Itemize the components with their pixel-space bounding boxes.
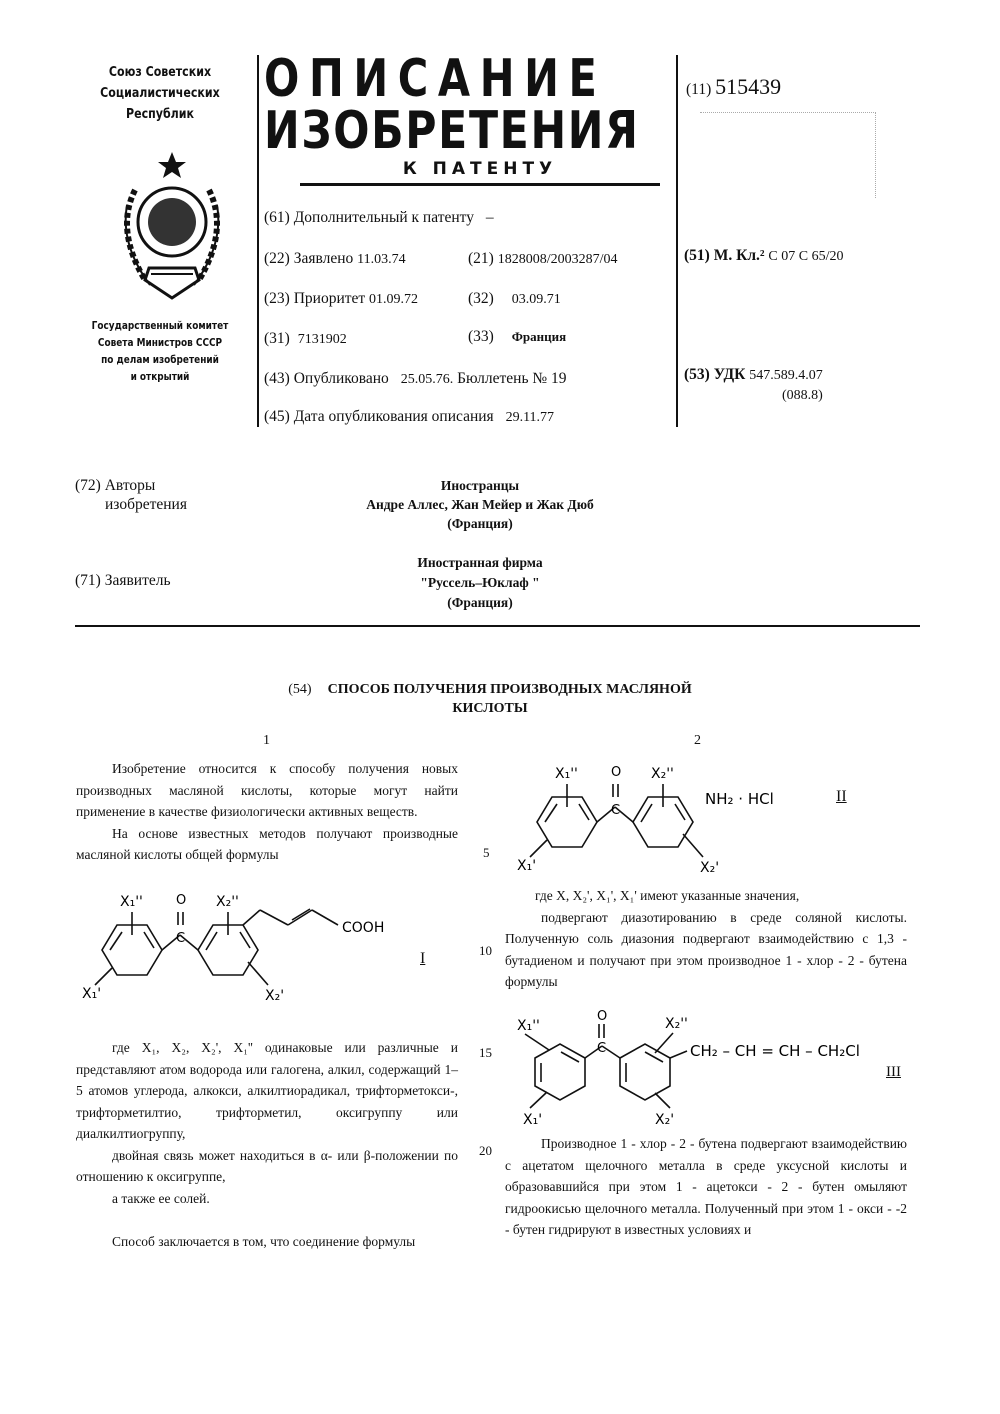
field-label: Дата опубликования описания <box>293 408 494 425</box>
substituent-label: X₂' <box>655 1112 675 1128</box>
field-value: 515439 <box>715 74 782 99</box>
paragraph: Изобретение относится к способу получения новых производных масляной кислоты, которые могут найти применение в качестве физиологически активных веществ. <box>76 761 458 819</box>
field-value: 29.11.77 <box>505 410 555 425</box>
authors-country: (Франция) <box>447 516 513 531</box>
substituent-label: X₁' <box>517 858 537 874</box>
substituent-label: X₂' <box>700 860 720 876</box>
field-31 <box>264 330 347 348</box>
doc-title-line1: ОПИСАНИЕ <box>264 49 607 109</box>
country-line: Союз Советских <box>108 65 212 80</box>
field-33 <box>468 328 566 346</box>
formula-III <box>505 1008 905 1130</box>
title-line1: СПОСОБ ПОЛУЧЕНИЯ ПРОИЗВОДНЫХ МАСЛЯНОЙ <box>327 682 692 697</box>
country-name <box>84 62 237 125</box>
field-label: Дополнительный к патенту <box>293 209 474 226</box>
field-code: (23) <box>264 290 290 307</box>
committee-line: и открытий <box>130 371 190 383</box>
field-45 <box>264 408 554 426</box>
substituent-label: X₁'' <box>555 766 578 782</box>
formula-number: II <box>836 788 847 805</box>
title-line2: КИСЛОТЫ <box>452 701 528 716</box>
substituent-label: X₁'' <box>517 1018 540 1034</box>
paragraph: а также ее солей. <box>112 1190 210 1206</box>
field-53 <box>684 366 823 384</box>
authors-names: Андре Аллес, Жан Мейер и Жак Дюб <box>366 497 594 512</box>
field-21 <box>468 250 617 268</box>
field-code: (21) <box>468 250 494 267</box>
faint-dotted-box <box>700 112 876 198</box>
right-column-body <box>505 885 907 993</box>
committee-line: по делам изобретений <box>101 354 219 366</box>
doc-title-line2: ИЗОБРЕТЕНИЯ <box>264 101 640 161</box>
title-code: (54) <box>288 682 312 697</box>
line-number: 15 <box>479 1045 492 1060</box>
patent-number <box>686 74 781 100</box>
field-value: 25.05.76. <box>400 372 454 387</box>
group-label: NH₂ · HCl <box>705 790 774 808</box>
formula-number: I <box>420 950 426 967</box>
line-number: 10 <box>479 943 492 958</box>
authors-block <box>330 476 630 533</box>
authors-label <box>75 476 187 514</box>
committee-line: Совета Министров СССР <box>97 337 223 349</box>
oxygen-label: O <box>176 893 187 908</box>
field-51 <box>684 247 844 265</box>
field-code: (31) <box>264 330 290 347</box>
applicant-country: (Франция) <box>447 595 513 610</box>
committee-name <box>84 318 237 386</box>
field-code: (51) <box>684 247 710 264</box>
substituent-label: X₁' <box>82 986 102 1002</box>
field-23 <box>264 290 418 308</box>
line-number: 5 <box>483 845 490 860</box>
field-label: М. Кл.² <box>713 247 765 264</box>
field-label: Приоритет <box>293 290 366 307</box>
divider <box>676 55 678 427</box>
substituent-label: X₂'' <box>665 1016 688 1032</box>
oxygen-label: O <box>597 1009 608 1024</box>
formula-number: III <box>886 1064 901 1080</box>
field-value: 11.03.74 <box>357 252 406 267</box>
field-value: – <box>485 209 494 226</box>
field-61 <box>264 209 494 227</box>
field-code: (11) <box>686 81 712 98</box>
column-number: 1 <box>263 733 270 748</box>
field-value: 1828008/2003287/04 <box>497 252 618 267</box>
field-label: Опубликовано <box>293 370 389 387</box>
left-column-intro <box>76 758 458 866</box>
formula-I <box>80 890 410 1010</box>
authors-heading: Иностранцы <box>440 478 520 493</box>
paragraph: Способ заключается в том, что соединение формулы <box>112 1234 416 1249</box>
applicant-heading: Иностранная фирма <box>417 555 543 570</box>
field-22 <box>264 250 406 268</box>
substituent-label: X₂'' <box>651 766 674 782</box>
bulletin-number: Бюллетень № 19 <box>457 370 567 387</box>
committee-line: Государственный комитет <box>91 320 229 332</box>
line-number: 20 <box>479 1143 492 1158</box>
field-value: 7131902 <box>297 332 347 347</box>
applicant-block <box>330 553 630 613</box>
right-column-continued <box>505 1133 907 1241</box>
country-line: Республик <box>125 107 195 122</box>
field-value: Франция <box>511 329 567 344</box>
divider <box>75 625 920 627</box>
field-label: УДК <box>713 366 746 383</box>
country-line: Социалистических <box>100 86 220 101</box>
substituent-label: X₂' <box>265 988 285 1004</box>
ussr-emblem-icon <box>105 150 240 305</box>
authors-label2: изобретения <box>105 496 187 513</box>
divider <box>257 55 259 427</box>
paragraph: подвергают диазотированию в среде соляной кислоты. Полученную соль диазония подвергают взаимодействию с 1,3 - бутадиеном и получают при этом производное 1 - хлор - 2 - бутена формулы <box>505 909 907 989</box>
oxygen-label: O <box>611 765 622 780</box>
field-value: 01.09.72 <box>369 292 419 307</box>
carbon-label: C <box>611 803 621 818</box>
field-code: (22) <box>264 250 290 267</box>
carbon-label: C <box>597 1041 607 1056</box>
column-number: 2 <box>694 733 701 748</box>
substituent-label: X₁'' <box>120 894 143 910</box>
applicant-label: (71) Заявитель <box>75 572 171 589</box>
carbon-label: C <box>176 931 186 946</box>
substituent-label: X₁' <box>523 1112 543 1128</box>
field-code: (61) <box>264 209 290 226</box>
substituent-label: X₂'' <box>216 894 239 910</box>
formula-II <box>515 762 855 882</box>
field-32 <box>468 290 561 308</box>
left-column-body <box>76 1037 458 1253</box>
invention-title <box>230 680 750 718</box>
paragraph: На основе известных методов получают производные масляной кислоты общей формулы <box>76 825 458 862</box>
field-43 <box>264 370 567 388</box>
authors-code: (72) Авторы <box>75 477 156 494</box>
group-label: COOH <box>342 920 385 936</box>
field-code: (33) <box>468 328 494 345</box>
field-code: (45) <box>264 408 290 425</box>
field-value: С 07 С 65/20 <box>768 249 844 264</box>
doc-subtitle: К ПАТЕНТУ <box>402 159 558 179</box>
paragraph: Производное 1 - хлор - 2 - бутена подвергают взаимодействию с ацетатом щелочного металла в среде уксусной кислоты и образовавшийся при этом 1 - ацетокси - 2 - бутен омыляют гидроокисью щелочного металла. Полученный при этом 1 - окси - -2 - бутен гидрируют в известных условиях и <box>505 1136 907 1237</box>
field-code: (32) <box>468 290 494 307</box>
field-code: (53) <box>684 366 710 383</box>
group-label: CH₂ – CH = CH – CH₂Cl <box>690 1042 860 1060</box>
field-53-extra: (088.8) <box>782 388 823 403</box>
paragraph: где X₁, X₂, X₂', X₁'' одинаковые или различные и представляют атом водорода или галогена, алкил, содержащий 1–5 атомов углерода, алкокси, алкилтиорадикал, трифторметокси-, трифторметилтио, трифторметил, оксигруппу или диалкилтиогруппу, <box>76 1040 458 1141</box>
paragraph: двойная связь может находиться в α- или β-положении по отношению к оксигруппе, <box>76 1147 458 1184</box>
field-value: 547.589.4.07 <box>749 368 823 383</box>
field-value: 03.09.71 <box>511 292 561 307</box>
applicant-name: "Руссель–Юклаф " <box>420 575 540 590</box>
field-label: Заявлено <box>293 250 354 267</box>
divider <box>300 183 660 186</box>
field-code: (43) <box>264 370 290 387</box>
paragraph: где X, X₂', X₁', X₁' имеют указанные значения, <box>535 888 800 903</box>
